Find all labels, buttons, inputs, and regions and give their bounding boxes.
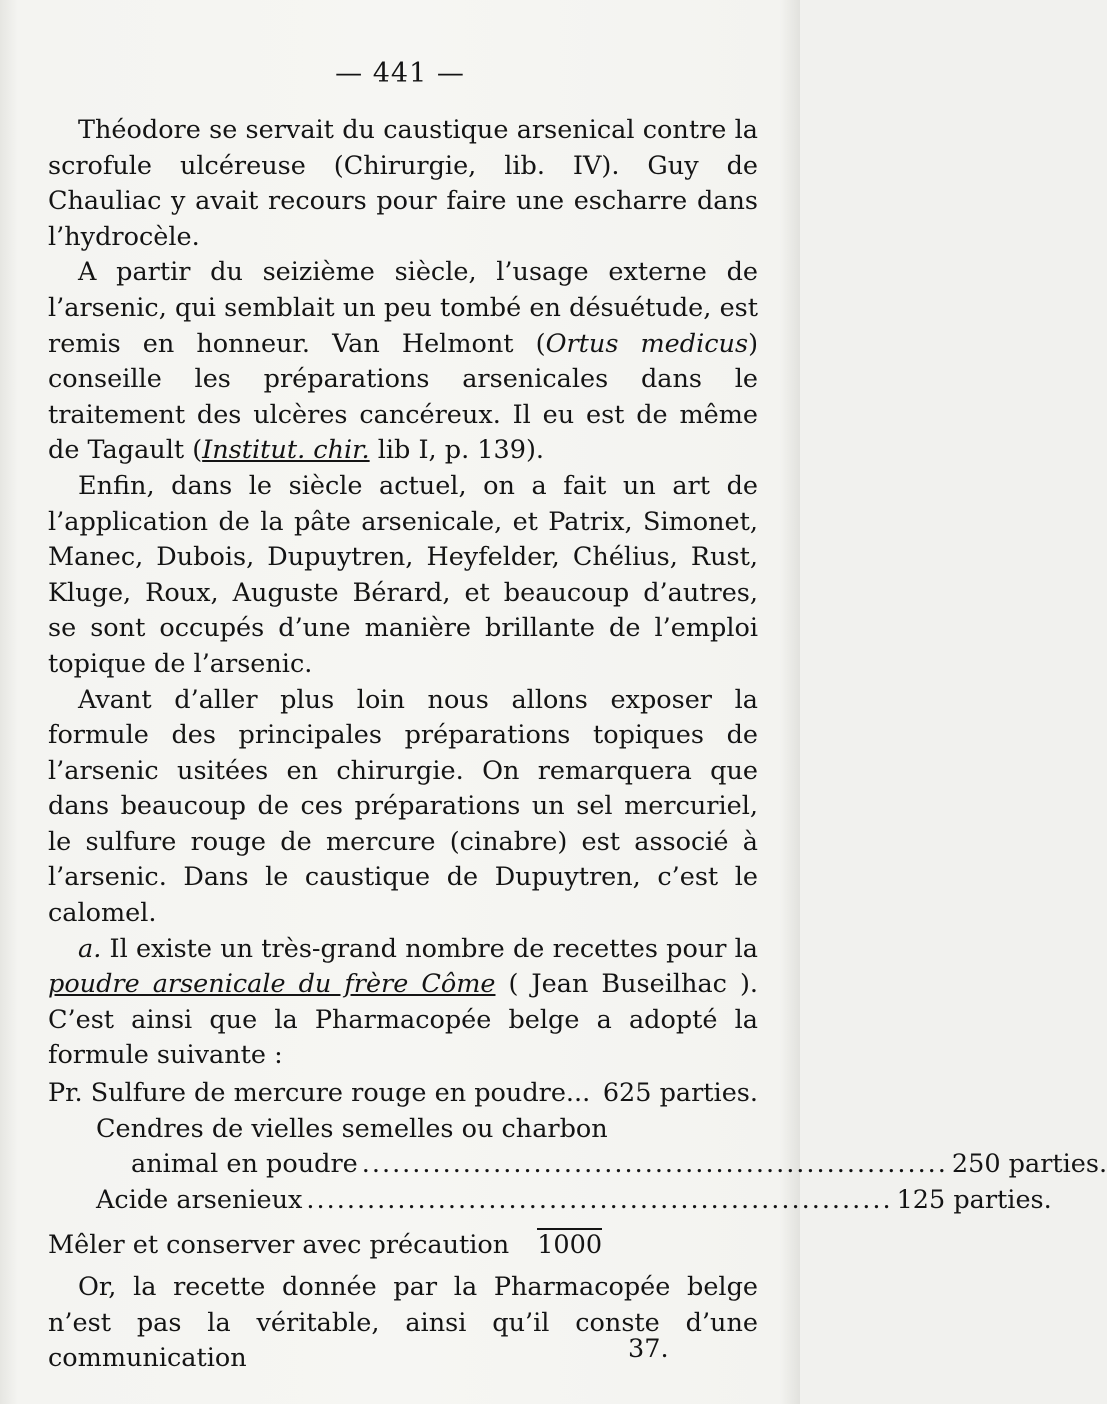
paragraph-6: Or, la recette donnée par la Pharmacopée belge n’est pas la véritable, ainsi qu’il conste d’une communication — [48, 1272, 758, 1374]
recipe-block — [48, 1076, 1107, 1264]
signature-mark: 37. — [628, 1334, 669, 1364]
paragraph-2-text-a: A partir du seizième siècle, l’usage externe de l’arsenic, qui semblait un peu tombé en désuétude, est remis en honneur. Van Helmont ( — [48, 257, 758, 359]
recipe-line-2 — [48, 1112, 758, 1148]
paragraph-1: Théodore se servait du caustique arsenical contre la scrofule ulcéreuse (Chirurgie, lib. IV). Guy de Chauliac y avait recours pour faire une escharre dans l’hydrocèle. — [48, 115, 758, 252]
page-number: — 441 — — [335, 58, 465, 89]
recipe-total-label: Mêler et conserver avec précaution — [48, 1230, 510, 1261]
recipe-line-1-label: Pr. Sulfure de mercure rouge en poudre... — [48, 1078, 591, 1109]
paragraph-2-italic-institut: Institut. chir. — [202, 435, 370, 466]
recipe-line-3 — [48, 1147, 1107, 1183]
recipe-line-4-dots: .......................................................... — [306, 1184, 893, 1215]
recipe-total-value: 1000 — [537, 1230, 603, 1261]
paragraph-2-text-c: ) conseille les préparations arsenicales dans le traitement des ulcères cancéreux. Il eu est de même de Tagault ( — [48, 328, 759, 466]
recipe-line-4 — [48, 1183, 1052, 1219]
paragraph-5-italic-poudre: poudre arsenicale du frère Côme — [48, 969, 496, 1000]
page-body — [48, 113, 1107, 1377]
paragraph-2-italic-ortus: Ortus medicus — [545, 328, 749, 359]
paragraph-5-letter: a. — [78, 933, 102, 964]
paragraph-2 — [48, 255, 758, 469]
paragraph-5-text-a: Il existe un très-grand nombre de recettes pour la — [101, 933, 758, 964]
recipe-line-1-value: 625 parties. — [602, 1078, 758, 1109]
paragraph-3: Enfin, dans le siècle actuel, on a fait un art de l’application de la pâte arsenicale, et Patrix, Simonet, Manec, Dubois, Dupuytren, Heyfelder, Chélius, Rust, Kluge, Roux, Auguste Bérard, et beaucoup d’autres, se sont occupés d’une manière brillante de l’emploi topique de l’arsenic. — [48, 470, 758, 679]
recipe-line-2-label: Cendres de vielles semelles ou charbon — [96, 1113, 608, 1144]
recipe-line-3-value: 250 parties. — [951, 1149, 1107, 1180]
recipe-line-4-label: Acide arsenieux — [96, 1184, 303, 1215]
paragraph-4: Avant d’aller plus loin nous allons exposer la formule des principales préparations topiques de l’arsenic usitées en chirurgie. On remarquera que dans beaucoup de ces préparations un sel mercuriel, le sulfure rouge de mercure (cinabre) est associé à l’arsenic. Dans le caustique de Dupuytren, c’est le calomel. — [48, 684, 758, 929]
recipe-line-3-dots: .......................................................... — [361, 1149, 948, 1180]
recipe-total — [48, 1228, 758, 1264]
paragraph-5-text-c: ( Jean Buseilhac ). C’est ainsi que la Pharmacopée belge a adopté la formule suivante : — [48, 969, 758, 1071]
recipe-line-4-value: 125 parties. — [896, 1184, 1052, 1215]
recipe-line-1 — [48, 1076, 758, 1112]
recipe-line-3-label: animal en poudre — [131, 1149, 358, 1180]
paragraph-5 — [48, 932, 758, 1074]
paragraph-2-text-e: lib I, p. 139). — [369, 435, 545, 466]
